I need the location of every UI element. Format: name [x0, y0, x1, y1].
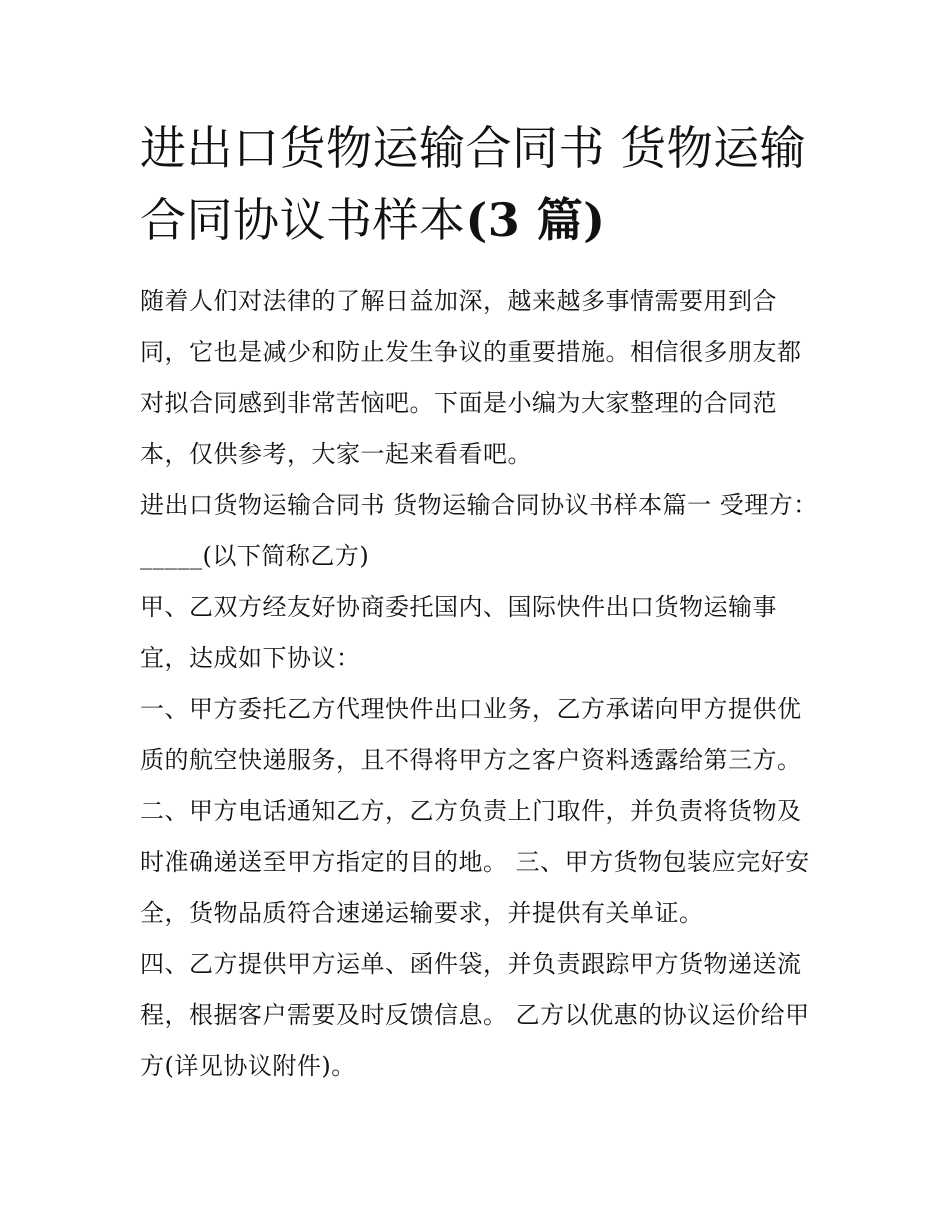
document-title: [140, 112, 820, 256]
title-suffix: (3 篇): [465, 193, 606, 247]
paragraph-clause-2-3: 二、甲方电话通知乙方，乙方负责上门取件，并负责将货物及时准确递送至甲方指定的目的地。 三、甲方货物包装应完好安全，货物品质符合速递运输要求，并提供有关单证。: [140, 797, 810, 927]
paragraph-intro: 随着人们对法律的了解日益加深，越来越多事情需要用到合同，它也是减少和防止发生争议的重要措施。相信很多朋友都对拟合同感到非常苦恼吧。下面是小编为大家整理的合同范本，仅供参考，大家一起来看看吧。: [140, 287, 802, 468]
paragraph-agreement: 甲、乙双方经友好协商委托国内、国际快件出口货物运输事宜，达成如下协议：: [140, 593, 777, 672]
paragraph-clause-4: 四、乙方提供甲方运单、函件袋，并负责跟踪甲方货物递送流程，根据客户需要及时反馈信息。 乙方以优惠的协议运价给甲方(详见协议附件)。: [140, 950, 810, 1080]
paragraph-heading-1: 进出口货物运输合同书 货物运输合同协议书样本篇一 受理方：_____(以下简称乙方): [140, 491, 818, 570]
title-main: 进出口货物运输合同书 货物运输合同协议书样本: [140, 121, 807, 247]
paragraph-clause-1: 一、甲方委托乙方代理快件出口业务，乙方承诺向甲方提供优质的航空快递服务，且不得将甲方之客户资料透露给第三方。: [140, 695, 802, 774]
document-page: [140, 112, 820, 1092]
